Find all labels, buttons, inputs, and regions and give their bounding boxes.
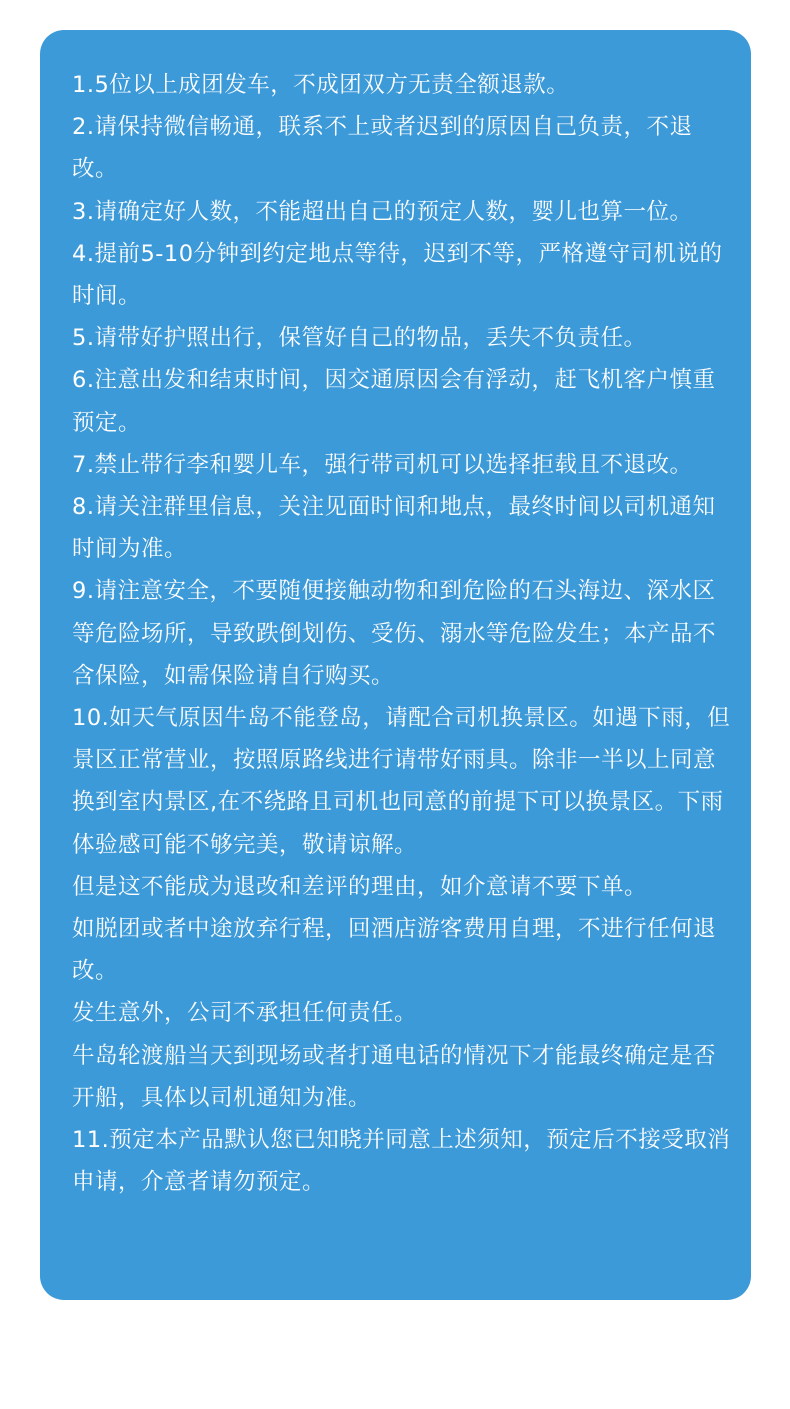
notice-item-10-note-a: 但是这不能成为退改和差评的理由，如介意请不要下单。 xyxy=(72,873,648,900)
notice-item-1: 1.5位以上成团发车，不成团双方无责全额退款。 xyxy=(72,72,570,98)
notice-list xyxy=(72,64,737,1203)
notice-item-6: 6.注意出发和结束时间，因交通原因会有浮动，赶飞机客户慎重预定。 xyxy=(72,367,716,436)
notice-item-10-note-d: 牛岛轮渡船当天到现场或者打通电话的情况下才能最终确定是否开船，具体以司机通知为准。 xyxy=(72,1042,717,1111)
notice-item-10-note-b: 如脱团或者中途放弃行程，回酒店游客费用自理，不进行任何退改。 xyxy=(72,916,717,985)
notice-item-2: 2.请保持微信畅通，联系不上或者迟到的原因自己负责，不退改。 xyxy=(72,114,693,183)
notice-item-10-note-c: 发生意外，公司不承担任何责任。 xyxy=(72,1000,418,1027)
notice-card xyxy=(40,30,751,1300)
notice-item-4: 4.提前5-10分钟到约定地点等待，迟到不等，严格遵守司机说的时间。 xyxy=(72,240,723,310)
notice-item-5: 5.请带好护照出行，保管好自己的物品，丢失不负责任。 xyxy=(72,325,647,352)
notice-item-3: 3.请确定好人数，不能超出自己的预定人数，婴儿也算一位。 xyxy=(72,198,693,225)
notice-item-11: 11.预定本产品默认您已知晓并同意上述须知，预定后不接受取消申请，介意者请勿预定。 xyxy=(72,1127,731,1196)
notice-item-8: 8.请关注群里信息，关注见面时间和地点，最终时间以司机通知时间为准。 xyxy=(72,494,716,563)
notice-item-7: 7.禁止带行李和婴儿车，强行带司机可以选择拒载且不退改。 xyxy=(72,451,693,478)
notice-item-10: 10.如天气原因牛岛不能登岛，请配合司机换景区。如遇下雨，但景区正常营业，按照原路线进行请带好雨具。除非一半以上同意换到室内景区,在不绕路且司机也同意的前提下可以换景区。下雨体验感可能不够完美，敬请谅解。 xyxy=(72,705,731,858)
notice-item-9: 9.请注意安全，不要随便接触动物和到危险的石头海边、深水区等危险场所，导致跌倒划伤、受伤、溺水等危险发生；本产品不含保险，如需保险请自行购买。 xyxy=(72,578,717,689)
